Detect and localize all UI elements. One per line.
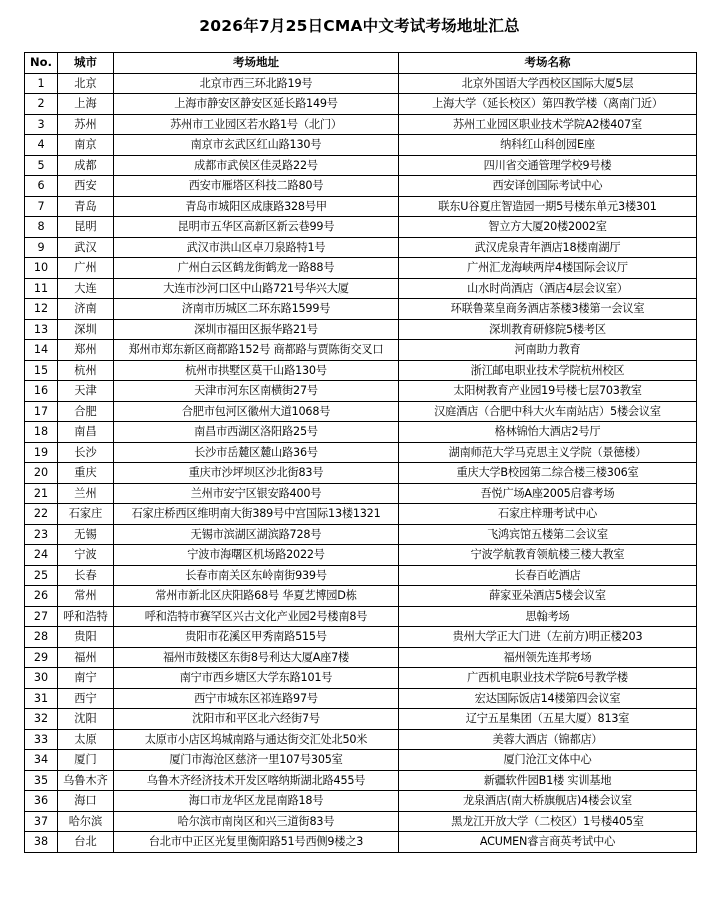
row-address: 深圳市福田区振华路21号 — [114, 319, 399, 340]
row-address: 无锡市滨湖区湖滨路728号 — [114, 524, 399, 545]
table-row — [25, 463, 697, 484]
table-row — [25, 319, 697, 340]
table-row — [25, 545, 697, 566]
table-row — [25, 196, 697, 217]
row-number: 33 — [25, 729, 58, 750]
row-venue-name: 新疆软件园B1楼 实训基地 — [399, 770, 697, 791]
row-venue-name: 贵州大学正大门进（左前方)明正楼203 — [399, 627, 697, 648]
row-address: 长沙市岳麓区麓山路36号 — [114, 442, 399, 463]
row-number: 14 — [25, 340, 58, 361]
row-number: 34 — [25, 750, 58, 771]
row-address: 大连市沙河口区中山路721号华兴大厦 — [114, 278, 399, 299]
row-city: 太原 — [58, 729, 114, 750]
row-venue-name: 湖南师范大学马克思主义学院（景德楼） — [399, 442, 697, 463]
table-body — [25, 73, 697, 852]
table-row — [25, 770, 697, 791]
row-number: 21 — [25, 483, 58, 504]
row-city: 呼和浩特 — [58, 606, 114, 627]
row-venue-name: 思翰考场 — [399, 606, 697, 627]
row-number: 27 — [25, 606, 58, 627]
row-address: 西宁市城东区祁连路97号 — [114, 688, 399, 709]
table-row — [25, 504, 697, 525]
row-city: 宁波 — [58, 545, 114, 566]
table-header-row — [25, 53, 697, 74]
table-row — [25, 586, 697, 607]
row-venue-name: 重庆大学B校园第二综合楼三楼306室 — [399, 463, 697, 484]
table-row — [25, 668, 697, 689]
table-row — [25, 217, 697, 238]
row-city: 大连 — [58, 278, 114, 299]
row-number: 35 — [25, 770, 58, 791]
table-row — [25, 299, 697, 320]
row-address: 上海市静安区静安区延长路149号 — [114, 94, 399, 115]
row-address: 广州白云区鹤龙街鹤龙一路88号 — [114, 258, 399, 279]
table-row — [25, 627, 697, 648]
row-number: 3 — [25, 114, 58, 135]
row-city: 北京 — [58, 73, 114, 94]
row-address: 天津市河东区南横街27号 — [114, 381, 399, 402]
row-number: 37 — [25, 811, 58, 832]
table-row — [25, 524, 697, 545]
table-row — [25, 176, 697, 197]
table-row — [25, 811, 697, 832]
row-venue-name: 北京外国语大学西校区国际大厦5层 — [399, 73, 697, 94]
row-address: 兰州市安宁区银安路400号 — [114, 483, 399, 504]
row-address: 厦门市海沧区慈济一里107号305室 — [114, 750, 399, 771]
row-venue-name: 太阳树教育产业园19号楼七层703教室 — [399, 381, 697, 402]
table-row — [25, 401, 697, 422]
table-row — [25, 135, 697, 156]
row-city: 杭州 — [58, 360, 114, 381]
header-address: 考场地址 — [114, 53, 399, 74]
row-venue-name: 厦门沧江文体中心 — [399, 750, 697, 771]
table-row — [25, 114, 697, 135]
header-no: No. — [25, 53, 58, 74]
row-venue-name: 山水时尚酒店（酒店4层会议室） — [399, 278, 697, 299]
row-number: 8 — [25, 217, 58, 238]
row-address: 呼和浩特市赛罕区兴古文化产业园2号楼南8号 — [114, 606, 399, 627]
row-number: 32 — [25, 709, 58, 730]
row-number: 31 — [25, 688, 58, 709]
table-row — [25, 258, 697, 279]
table-row — [25, 606, 697, 627]
row-venue-name: 格林锦怡大酒店2号厅 — [399, 422, 697, 443]
row-number: 18 — [25, 422, 58, 443]
row-city: 苏州 — [58, 114, 114, 135]
row-city: 无锡 — [58, 524, 114, 545]
row-city: 南宁 — [58, 668, 114, 689]
row-address: 台北市中正区光复里衡阳路51号西侧9楼之3 — [114, 832, 399, 853]
row-city: 济南 — [58, 299, 114, 320]
row-city: 石家庄 — [58, 504, 114, 525]
row-number: 7 — [25, 196, 58, 217]
row-venue-name: 黑龙江开放大学（二校区）1号楼405室 — [399, 811, 697, 832]
table-row — [25, 278, 697, 299]
row-number: 26 — [25, 586, 58, 607]
row-number: 12 — [25, 299, 58, 320]
row-city: 台北 — [58, 832, 114, 853]
row-address: 长春市南关区东岭南街939号 — [114, 565, 399, 586]
row-venue-name: 飞鸿宾馆五楼第二会议室 — [399, 524, 697, 545]
row-venue-name: 武汉虎泉青年酒店18楼南湖厅 — [399, 237, 697, 258]
row-venue-name: 薛家亚朵酒店5楼会议室 — [399, 586, 697, 607]
row-venue-name: 深圳教育研修院5楼考区 — [399, 319, 697, 340]
table-row — [25, 483, 697, 504]
row-address: 合肥市包河区徽州大道1068号 — [114, 401, 399, 422]
row-number: 11 — [25, 278, 58, 299]
row-address: 福州市鼓楼区东街8号利达大厦A座7楼 — [114, 647, 399, 668]
row-city: 天津 — [58, 381, 114, 402]
table-row — [25, 709, 697, 730]
row-venue-name: 纳科红山科创园E座 — [399, 135, 697, 156]
row-address: 哈尔滨市南岗区和兴三道街83号 — [114, 811, 399, 832]
row-venue-name: 上海大学（延长校区）第四教学楼（离南门近） — [399, 94, 697, 115]
table-row — [25, 565, 697, 586]
row-number: 1 — [25, 73, 58, 94]
row-city: 长沙 — [58, 442, 114, 463]
row-address: 武汉市洪山区卓刀泉路特1号 — [114, 237, 399, 258]
table-row — [25, 791, 697, 812]
row-address: 石家庄桥西区维明南大街389号中宫国际13楼1321 — [114, 504, 399, 525]
row-city: 重庆 — [58, 463, 114, 484]
table-row — [25, 422, 697, 443]
row-number: 25 — [25, 565, 58, 586]
row-city: 南京 — [58, 135, 114, 156]
header-venue-name: 考场名称 — [399, 53, 697, 74]
venue-table — [24, 52, 697, 853]
row-city: 青岛 — [58, 196, 114, 217]
row-city: 福州 — [58, 647, 114, 668]
row-address: 昆明市五华区高新区新云巷99号 — [114, 217, 399, 238]
header-city: 城市 — [58, 53, 114, 74]
row-city: 武汉 — [58, 237, 114, 258]
row-city: 成都 — [58, 155, 114, 176]
row-city: 海口 — [58, 791, 114, 812]
table-row — [25, 360, 697, 381]
row-venue-name: 四川省交通管理学校9号楼 — [399, 155, 697, 176]
row-venue-name: 智立方大厦20楼2002室 — [399, 217, 697, 238]
table-row — [25, 237, 697, 258]
row-address: 贵阳市花溪区甲秀南路515号 — [114, 627, 399, 648]
row-city: 沈阳 — [58, 709, 114, 730]
row-address: 常州市新北区庆阳路68号 华夏艺博园D栋 — [114, 586, 399, 607]
row-address: 郑州市郑东新区商都路152号 商都路与贾陈街交叉口 — [114, 340, 399, 361]
row-address: 沈阳市和平区北六经街7号 — [114, 709, 399, 730]
row-address: 北京市西三环北路19号 — [114, 73, 399, 94]
row-venue-name: 石家庄梓珊考试中心 — [399, 504, 697, 525]
row-address: 青岛市城阳区成康路328号甲 — [114, 196, 399, 217]
row-venue-name: 河南助力教育 — [399, 340, 697, 361]
row-city: 广州 — [58, 258, 114, 279]
row-city: 西宁 — [58, 688, 114, 709]
row-number: 16 — [25, 381, 58, 402]
row-city: 深圳 — [58, 319, 114, 340]
row-venue-name: 福州领先连邦考场 — [399, 647, 697, 668]
row-city: 合肥 — [58, 401, 114, 422]
row-number: 24 — [25, 545, 58, 566]
row-venue-name: 广西机电职业技术学院6号教学楼 — [399, 668, 697, 689]
row-address: 宁波市海曙区机场路2022号 — [114, 545, 399, 566]
table-row — [25, 647, 697, 668]
row-number: 28 — [25, 627, 58, 648]
row-address: 成都市武侯区佳灵路22号 — [114, 155, 399, 176]
page-title: 2026年7月25日CMA中文考试考场地址汇总 — [199, 17, 520, 35]
row-city: 贵阳 — [58, 627, 114, 648]
row-venue-name: ACUMEN睿言商英考试中心 — [399, 832, 697, 853]
row-number: 5 — [25, 155, 58, 176]
row-number: 29 — [25, 647, 58, 668]
row-city: 厦门 — [58, 750, 114, 771]
row-number: 19 — [25, 442, 58, 463]
row-number: 9 — [25, 237, 58, 258]
row-number: 30 — [25, 668, 58, 689]
row-number: 23 — [25, 524, 58, 545]
row-venue-name: 美蓉大酒店（锦都店） — [399, 729, 697, 750]
row-number: 4 — [25, 135, 58, 156]
row-venue-name: 汉庭酒店（合肥中科大火车南站店）5楼会议室 — [399, 401, 697, 422]
row-address: 苏州市工业园区若水路1号（北门） — [114, 114, 399, 135]
row-venue-name: 西安译创国际考试中心 — [399, 176, 697, 197]
row-number: 6 — [25, 176, 58, 197]
row-venue-name: 辽宁五星集团（五星大厦）813室 — [399, 709, 697, 730]
row-number: 13 — [25, 319, 58, 340]
table-row — [25, 688, 697, 709]
row-city: 郑州 — [58, 340, 114, 361]
row-number: 20 — [25, 463, 58, 484]
row-number: 22 — [25, 504, 58, 525]
row-venue-name: 苏州工业园区职业技术学院A2楼407室 — [399, 114, 697, 135]
row-number: 2 — [25, 94, 58, 115]
row-address: 南京市玄武区红山路130号 — [114, 135, 399, 156]
table-row — [25, 381, 697, 402]
table-row — [25, 750, 697, 771]
table-row — [25, 73, 697, 94]
row-address: 乌鲁木齐经济技术开发区喀纳斯湖北路455号 — [114, 770, 399, 791]
row-city: 乌鲁木齐 — [58, 770, 114, 791]
row-city: 西安 — [58, 176, 114, 197]
table-row — [25, 442, 697, 463]
row-number: 17 — [25, 401, 58, 422]
row-address: 重庆市沙坪坝区沙北街83号 — [114, 463, 399, 484]
row-venue-name: 联东U谷夏庄智造园一期5号楼东单元3楼301 — [399, 196, 697, 217]
row-address: 南宁市西乡塘区大学东路101号 — [114, 668, 399, 689]
table-row — [25, 729, 697, 750]
row-number: 10 — [25, 258, 58, 279]
row-venue-name: 浙江邮电职业技术学院杭州校区 — [399, 360, 697, 381]
table-row — [25, 155, 697, 176]
row-venue-name: 吾悦广场A座2005启睿考场 — [399, 483, 697, 504]
table-row — [25, 94, 697, 115]
table-row — [25, 832, 697, 853]
row-city: 南昌 — [58, 422, 114, 443]
row-city: 哈尔滨 — [58, 811, 114, 832]
row-venue-name: 宁波学航教育领航楼三楼大教室 — [399, 545, 697, 566]
row-venue-name: 宏达国际饭店14楼第四会议室 — [399, 688, 697, 709]
row-address: 西安市雁塔区科技二路80号 — [114, 176, 399, 197]
row-city: 长春 — [58, 565, 114, 586]
row-city: 常州 — [58, 586, 114, 607]
row-number: 15 — [25, 360, 58, 381]
row-address: 海口市龙华区龙昆南路18号 — [114, 791, 399, 812]
row-number: 38 — [25, 832, 58, 853]
row-venue-name: 长春百屹酒店 — [399, 565, 697, 586]
row-address: 杭州市拱墅区莫干山路130号 — [114, 360, 399, 381]
row-city: 昆明 — [58, 217, 114, 238]
row-venue-name: 广州汇龙海峡两岸4楼国际会议厅 — [399, 258, 697, 279]
row-address: 南昌市西湖区洛阳路25号 — [114, 422, 399, 443]
row-city: 上海 — [58, 94, 114, 115]
row-venue-name: 环联鲁菜皇商务酒店茶楼3楼第一会议室 — [399, 299, 697, 320]
row-number: 36 — [25, 791, 58, 812]
table-row — [25, 340, 697, 361]
row-venue-name: 龙泉酒店(南大桥旗舰店)4楼会议室 — [399, 791, 697, 812]
row-city: 兰州 — [58, 483, 114, 504]
row-address: 太原市小店区坞城南路与通达街交汇处北50米 — [114, 729, 399, 750]
row-address: 济南市历城区二环东路1599号 — [114, 299, 399, 320]
